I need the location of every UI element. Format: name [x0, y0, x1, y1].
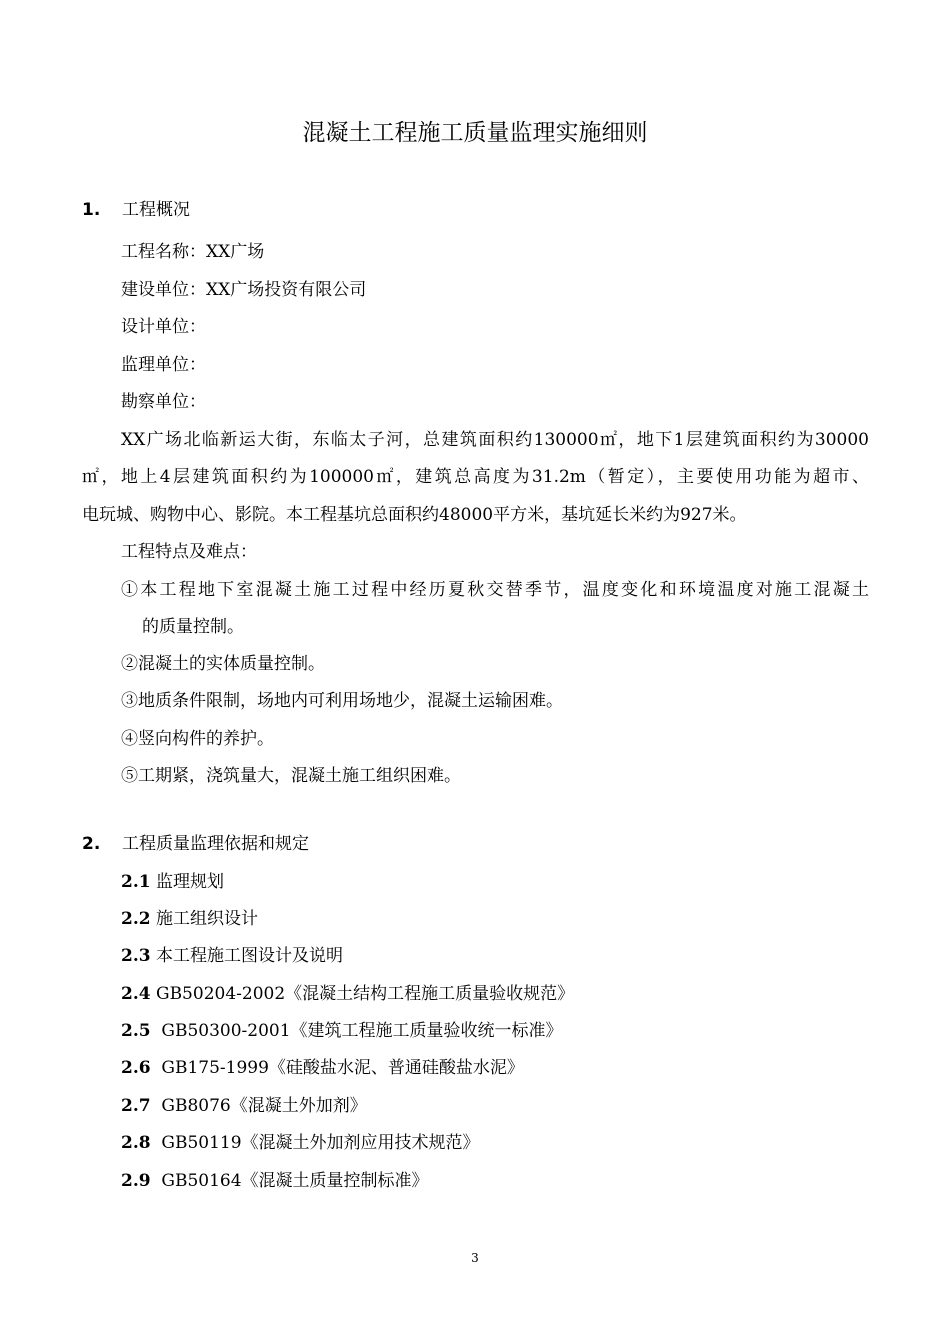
project-name-line: 工程名称：XX广场	[121, 242, 265, 262]
feature-1-line-1: ①本工程地下室混凝土施工过程中经历夏秋交替季节，温度变化和环境温度对施工混凝土	[121, 580, 869, 600]
reference-item-number: 2.7	[121, 1096, 151, 1116]
reference-item-text: GB50164《混凝土质量控制标准》	[161, 1171, 429, 1191]
reference-item-text: GB50300-2001《建筑工程施工质量验收统一标准》	[161, 1021, 563, 1041]
reference-item-number: 2.5	[121, 1021, 151, 1041]
reference-item-text: GB8076《混凝土外加剂》	[161, 1096, 367, 1116]
reference-item-number: 2.4	[121, 984, 151, 1004]
section-2-heading	[82, 834, 309, 854]
section-1-heading	[82, 200, 190, 220]
document-title: 混凝土工程施工质量监理实施细则	[302, 120, 648, 146]
reference-item-number: 2.8	[121, 1133, 151, 1153]
reference-item-text: 监理规划	[155, 872, 224, 892]
reference-item	[121, 1021, 563, 1041]
overview-line-1: XX广场北临新运大街，东临太子河，总建筑面积约130000㎡，地下1层建筑面积约为30000	[121, 430, 869, 450]
reference-item-text: 施工组织设计	[155, 909, 258, 929]
reference-item	[121, 909, 258, 929]
reference-item-number: 2.1	[121, 872, 151, 892]
feature-3: ③地质条件限制，场地内可利用场地少，混凝土运输困难。	[121, 691, 563, 711]
page-number: 3	[471, 1251, 479, 1265]
reference-item	[121, 1133, 480, 1153]
overview-line-3: 电玩城、购物中心、影院。本工程基坑总面积约48000平方米，基坑延长米约为927米。	[82, 505, 747, 525]
reference-item-text: GB50204-2002《混凝土结构工程施工质量验收规范》	[155, 984, 575, 1004]
supervisor-line: 监理单位：	[121, 355, 206, 375]
reference-item	[121, 1058, 524, 1078]
reference-item-number: 2.2	[121, 909, 151, 929]
reference-item-number: 2.6	[121, 1058, 151, 1078]
reference-item	[121, 984, 574, 1004]
features-label: 工程特点及难点：	[121, 542, 257, 562]
section-1-number: 1.	[82, 200, 101, 220]
reference-item-number: 2.3	[121, 946, 151, 966]
designer-line: 设计单位：	[121, 317, 206, 337]
surveyor-line: 勘察单位：	[121, 392, 206, 412]
reference-item-text: 本工程施工图设计及说明	[155, 946, 343, 966]
builder-line: 建设单位：XX广场投资有限公司	[121, 280, 367, 300]
section-2-title: 工程质量监理依据和规定	[122, 834, 309, 854]
reference-item	[121, 1171, 429, 1191]
reference-item-text: GB50119《混凝土外加剂应用技术规范》	[161, 1133, 480, 1153]
feature-4: ④竖向构件的养护。	[121, 729, 274, 749]
feature-2: ②混凝土的实体质量控制。	[121, 654, 325, 674]
feature-5: ⑤工期紧，浇筑量大，混凝土施工组织困难。	[121, 766, 461, 786]
reference-item-text: GB175-1999《硅酸盐水泥、普通硅酸盐水泥》	[161, 1058, 524, 1078]
reference-item	[121, 1096, 367, 1116]
overview-line-2: ㎡，地上4层建筑面积约为100000㎡，建筑总高度为31.2m（暂定），主要使用功能为超市、	[82, 467, 869, 487]
feature-1-line-2: 的质量控制。	[142, 617, 244, 637]
section-2-number: 2.	[82, 834, 101, 854]
reference-item-number: 2.9	[121, 1171, 151, 1191]
reference-item	[121, 946, 343, 966]
reference-item	[121, 872, 224, 892]
section-1-title: 工程概况	[122, 200, 190, 220]
